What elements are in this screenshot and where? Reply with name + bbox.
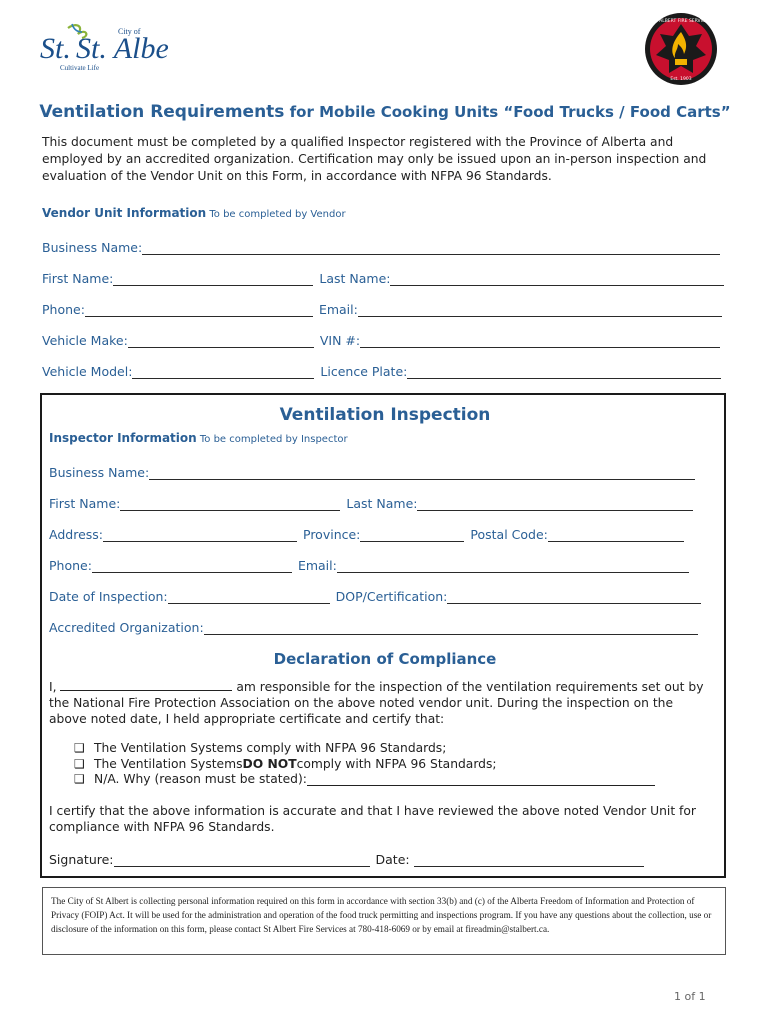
option-not-comply-bold: DO NOT: [242, 756, 297, 771]
declaration-paragraph: [49, 679, 709, 727]
vendor-business-name-field[interactable]: [142, 242, 720, 255]
page-title-main: Ventilation Requirements: [39, 102, 285, 122]
option-comply-text: The Ventilation Systems comply with NFPA 96 Standards;: [94, 741, 447, 755]
signature-field[interactable]: [114, 854, 370, 867]
page-title-rest: for Mobile Cooking Units “Food Trucks / Food Carts”: [284, 103, 731, 121]
inspector-phone-label: Phone:: [49, 558, 92, 573]
inspector-business-row: [49, 462, 701, 480]
page-number: 1 of 1: [674, 990, 706, 1003]
inspector-email-label: Email:: [297, 558, 337, 573]
signature-date-field[interactable]: [414, 854, 644, 867]
fire-logo-text: ST. ALBERT FIRE SERVICES: [651, 19, 711, 24]
vendor-name-row: [42, 268, 730, 286]
inspector-last-name-field[interactable]: [417, 498, 693, 511]
vendor-heading: [42, 206, 346, 220]
date-of-inspection-field[interactable]: [168, 591, 330, 604]
province-label: Province:: [303, 527, 361, 542]
checkbox-comply[interactable]: ❑: [74, 741, 85, 755]
vendor-email-field[interactable]: [358, 304, 722, 317]
vendor-heading-title: Vendor Unit Information: [42, 206, 207, 220]
declaration-prefix: I,: [49, 680, 61, 694]
vendor-model-row: [42, 361, 727, 379]
vendor-email-label: Email:: [318, 302, 358, 317]
inspector-first-name-field[interactable]: [120, 498, 340, 511]
postal-code-label: Postal Code:: [470, 527, 548, 542]
vehicle-model-field[interactable]: [132, 366, 314, 379]
vehicle-make-field[interactable]: [128, 335, 314, 348]
inspector-contact-row: [49, 555, 695, 573]
option-comply: [74, 741, 655, 757]
inspector-heading-title: Inspector Information: [49, 431, 197, 445]
fire-services-logo: [642, 10, 720, 88]
option-na-text: N/A. Why (reason must be stated):: [94, 772, 307, 786]
inspector-business-name-label: Business Name:: [49, 465, 150, 480]
inspector-heading: [49, 431, 348, 445]
vendor-phone-label: Phone:: [42, 302, 85, 317]
vendor-last-name-field[interactable]: [390, 273, 724, 286]
vin-field[interactable]: [360, 335, 720, 348]
licence-plate-label: Licence Plate:: [320, 364, 408, 379]
vendor-first-name-field[interactable]: [113, 273, 313, 286]
vendor-heading-note: To be completed by Vendor: [206, 209, 346, 220]
inspector-phone-field[interactable]: [92, 560, 292, 573]
address-field[interactable]: [103, 529, 297, 542]
compliance-options: [74, 741, 655, 788]
logo-city-of: City of: [118, 27, 141, 36]
inspection-title: Ventilation Inspection: [279, 405, 491, 425]
declarant-name-field[interactable]: [60, 679, 232, 691]
inspector-date-row: [49, 586, 707, 604]
vendor-make-row: [42, 330, 726, 348]
inspector-name-row: [49, 493, 699, 511]
declaration-title: Declaration of Compliance: [273, 650, 497, 668]
vendor-last-name-label: Last Name:: [319, 271, 391, 286]
licence-plate-field[interactable]: [407, 366, 721, 379]
inspector-first-name-label: First Name:: [49, 496, 121, 511]
province-field[interactable]: [360, 529, 464, 542]
vendor-business-name-label: Business Name:: [42, 240, 143, 255]
declaration-body: am responsible for the inspection of the ventilation requirements set out by the National Fire Protection Association on the above noted vendor unit. During the inspection on the above noted date, I held appropriate certificate and certify that:: [49, 680, 704, 726]
svg-text:St.: St.: [40, 32, 71, 65]
vendor-business-row: [42, 237, 726, 255]
vehicle-make-label: Vehicle Make:: [42, 333, 128, 348]
dop-certification-field[interactable]: [447, 591, 701, 604]
option-na: [74, 772, 655, 788]
inspector-heading-note: To be completed by Inspector: [196, 434, 348, 445]
address-label: Address:: [49, 527, 103, 542]
signature-label: Signature:: [49, 852, 114, 867]
inspector-address-row: [49, 524, 690, 542]
date-of-inspection-label: Date of Inspection:: [49, 589, 168, 604]
logo-name: St. Albe: [76, 32, 168, 65]
fire-logo-year: Est. 1903: [670, 77, 692, 82]
vendor-first-name-label: First Name:: [42, 271, 114, 286]
option-not-comply: [74, 757, 655, 773]
vendor-contact-row: [42, 299, 728, 317]
intro-paragraph: This document must be completed by a qualified Inspector registered with the Province of Alberta and employed by an accredited organization. Certification may only be issued upon an in-person inspection and evaluation of the Vendor Unit on this Form, in accordance with NFPA 96 Standards.: [42, 135, 707, 183]
option-not-comply-post: comply with NFPA 96 Standards;: [296, 756, 497, 771]
certify-paragraph: I certify that the above information is accurate and that I have reviewed the above noted Vendor Unit for compliance with NFPA 96 Standards.: [49, 804, 696, 834]
city-logo: [38, 20, 168, 80]
inspector-email-field[interactable]: [337, 560, 689, 573]
checkbox-na[interactable]: ❑: [74, 772, 85, 786]
inspector-last-name-label: Last Name:: [346, 496, 418, 511]
logo-tagline: Cultivate Life: [60, 64, 100, 72]
checkbox-not-comply[interactable]: ❑: [74, 756, 85, 771]
page-title: [0, 102, 770, 122]
privacy-notice: The City of St Albert is collecting personal information required on this form in accordance with section 33(b) and (c) of the Alberta Freedom of Information and Protection of Privacy (FOIP) Act. It will be used for the administration and operation of the food truck permitting and inspections program. If you have any questions about the collection, use or disclosure of the information on this form, please contact St Albert Fire Services at 780-418-6069 or by email at fireadmin@stalbert.ca.: [42, 887, 726, 955]
na-reason-field[interactable]: [307, 774, 655, 786]
vehicle-model-label: Vehicle Model:: [42, 364, 133, 379]
signature-date-label: Date:: [375, 852, 410, 867]
dop-certification-label: DOP/Certification:: [335, 589, 448, 604]
option-not-comply-pre: The Ventilation Systems: [94, 756, 243, 771]
accredited-org-label: Accredited Organization:: [49, 620, 204, 635]
inspector-org-row: [49, 617, 704, 635]
postal-code-field[interactable]: [548, 529, 684, 542]
vin-label: VIN #:: [319, 333, 361, 348]
inspector-business-name-field[interactable]: [149, 467, 695, 480]
accredited-org-field[interactable]: [204, 622, 698, 635]
vendor-phone-field[interactable]: [85, 304, 313, 317]
signature-row: [49, 849, 650, 867]
